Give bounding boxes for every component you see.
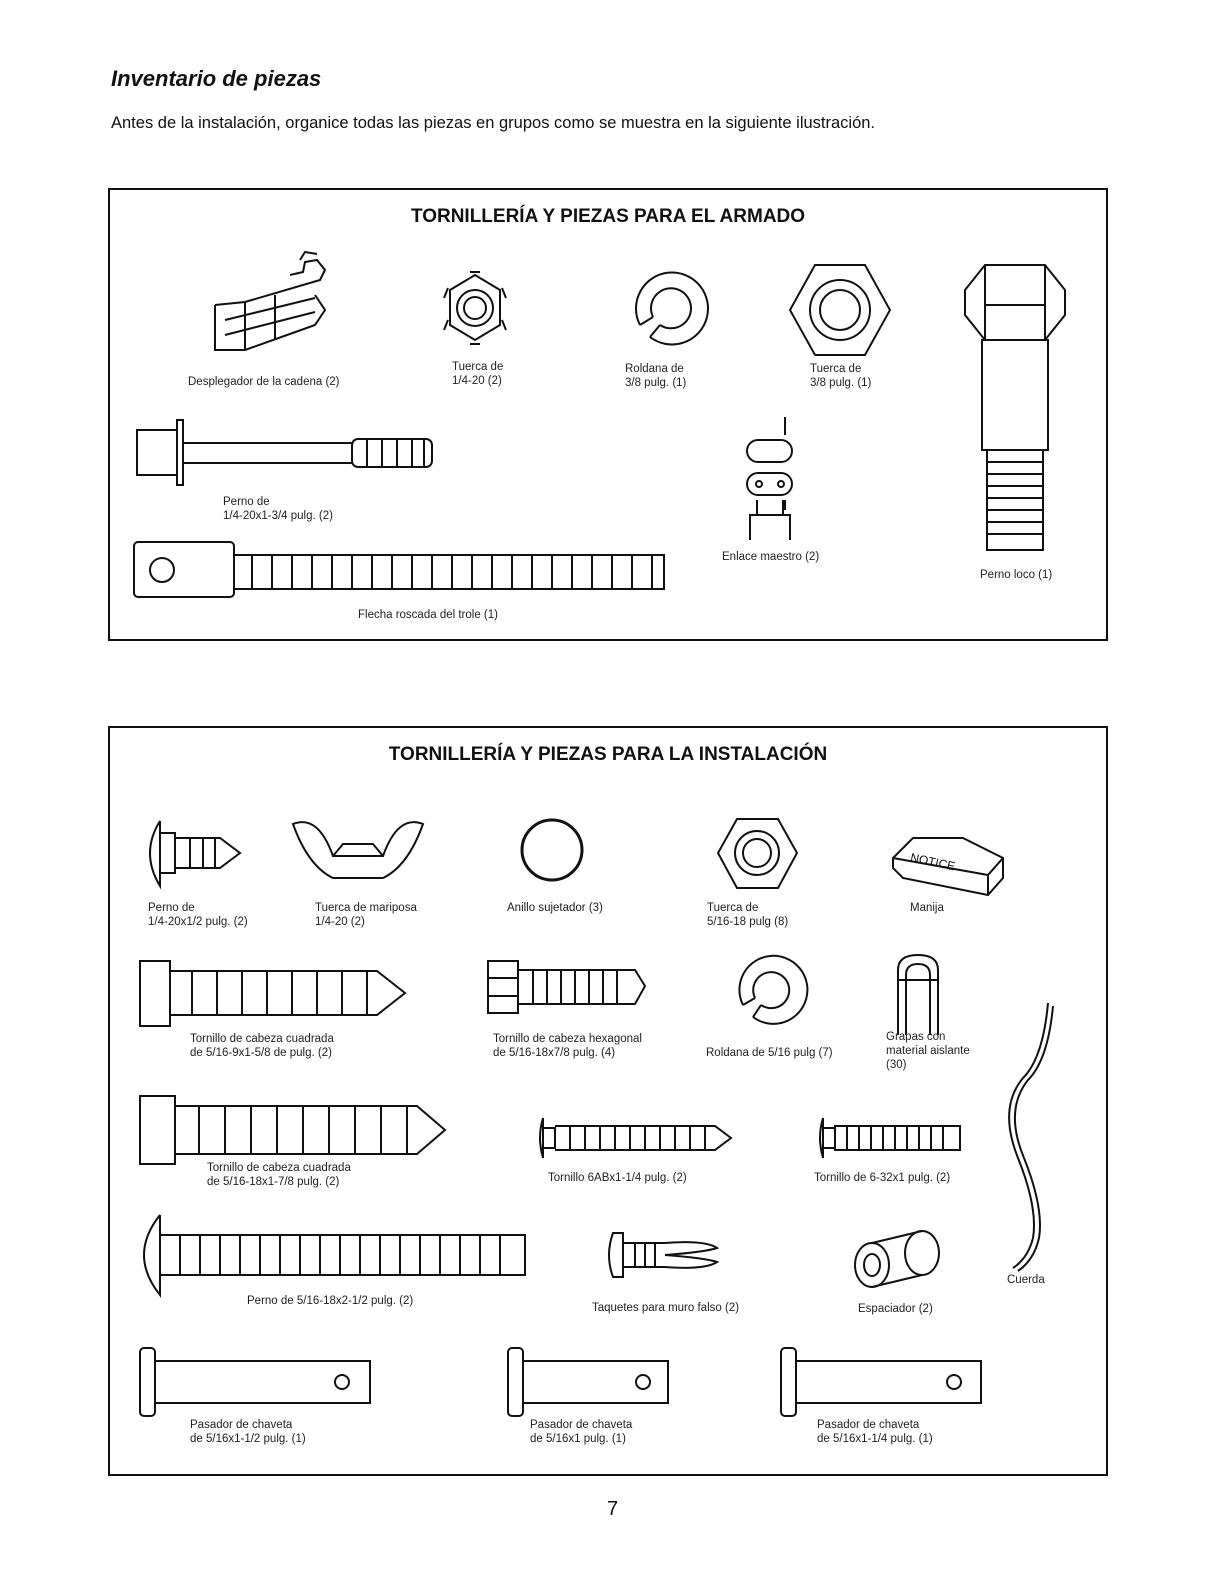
insulated-staple-illustration [888, 950, 948, 1040]
lock-washer-5-16-label: Roldana de 5/16 pulg (7) [706, 1047, 833, 1059]
screw-6ab-illustration [535, 1113, 735, 1163]
idler-bolt-illustration [960, 250, 1075, 560]
hex-nut-5-16-illustration [715, 816, 800, 891]
chain-spreader-illustration [205, 250, 345, 360]
installation-panel-title: TORNILLERÍA Y PIEZAS PARA LA INSTALACIÓN [388, 744, 828, 765]
trolley-shaft-illustration [132, 540, 677, 602]
rope-illustration [998, 998, 1058, 1278]
master-link-label: Enlace maestro (2) [722, 551, 820, 563]
lag-screw-short-illustration [137, 953, 412, 1033]
lag-screw-1-5-8-label: Tornillo de cabeza cuadrada de 5/16-9x1-5/8 de pulg. (2) [190, 1033, 334, 1059]
installation-hardware-panel [108, 726, 1108, 1476]
ring-fastener-label: Anillo sujetador (3) [507, 902, 603, 914]
carriage-bolt-short-label: Perno de 1/4-20x1/2 pulg. (2) [148, 902, 248, 928]
page-title: Inventario de piezas [111, 66, 322, 91]
handle-notice-text: NOTICE [909, 850, 957, 874]
carriage-bolt-short-illustration [145, 816, 245, 891]
idler-bolt-label: Perno loco (1) [980, 569, 1053, 581]
handle-illustration [888, 833, 1013, 898]
lag-screw-1-7-8-label: Tornillo de cabeza cuadrada de 5/16-18x1-7/8 pulg. (2) [207, 1162, 351, 1188]
hex-screw-illustration [485, 958, 650, 1018]
clevis-pin-1-1-2-label: Pasador de chaveta de 5/16x1-1/2 pulg. (1) [190, 1419, 306, 1445]
assembly-panel-title: TORNILLERÍA Y PIEZAS PARA EL ARMADO [410, 206, 806, 227]
clevis-pin-long-illustration [137, 1343, 377, 1423]
staples-label: Grapas con material aislante (30) [886, 1031, 970, 1071]
hex-screw-label: Tornillo de cabeza hexagonal de 5/16-18x7/8 pulg. (4) [493, 1033, 642, 1059]
assembly-hardware-panel [108, 188, 1108, 641]
drywall-anchor-label: Taquetes para muro falso (2) [592, 1302, 740, 1314]
spacer-illustration [850, 1223, 945, 1293]
carriage-bolt-long-illustration [138, 1210, 538, 1300]
lock-washer-5-16-illustration [725, 950, 810, 1035]
clevis-pin-1-1-4-label: Pasador de chaveta de 5/16x1-1/4 pulg. (1) [817, 1419, 933, 1445]
wing-nut-illustration [288, 816, 428, 886]
intro-text: Antes de la instalación, organice todas las piezas en grupos como se muestra en la siguiente ilustración. [111, 114, 876, 132]
page-number: 7 [606, 1498, 619, 1520]
drywall-anchor-illustration [605, 1230, 725, 1280]
hex-nut-illustration [785, 260, 895, 360]
nut-1-4-20-label: Tuerca de 1/4-20 (2) [452, 361, 504, 387]
screw-6-32-illustration [815, 1113, 965, 1163]
clevis-pin-1-label: Pasador de chaveta de 5/16x1 pulg. (1) [530, 1419, 633, 1445]
clevis-pin-short-illustration [505, 1343, 675, 1423]
keps-nut-illustration [440, 270, 510, 350]
rope-label: Cuerda [1007, 1274, 1045, 1286]
lock-washer-illustration [620, 265, 710, 355]
bolt-illustration [132, 415, 442, 490]
bolt-1-4-20-label: Perno de 1/4-20x1-3/4 pulg. (2) [223, 496, 333, 522]
lock-washer-3-8-label: Roldana de 3/8 pulg. (1) [625, 363, 687, 389]
clevis-pin-medium-illustration [778, 1343, 988, 1423]
carriage-bolt-long-label: Perno de 5/16-18x2-1/2 pulg. (2) [247, 1295, 414, 1307]
screw-6ab-label: Tornillo 6ABx1-1/4 pulg. (2) [548, 1172, 687, 1184]
nut-5-16-label: Tuerca de 5/16-18 pulg (8) [707, 902, 789, 928]
handle-label: Manija [910, 902, 944, 914]
nut-3-8-label: Tuerca de 3/8 pulg. (1) [810, 363, 872, 389]
chain-spreader-label: Desplegador de la cadena (2) [188, 376, 340, 388]
trolley-shaft-label: Flecha roscada del trole (1) [358, 609, 498, 621]
ring-fastener-illustration [515, 813, 590, 888]
spacer-label: Espaciador (2) [858, 1303, 933, 1315]
master-link-illustration [735, 415, 805, 545]
screw-6-32-label: Tornillo de 6-32x1 pulg. (2) [814, 1172, 951, 1184]
wing-nut-label: Tuerca de mariposa 1/4-20 (2) [315, 902, 417, 928]
